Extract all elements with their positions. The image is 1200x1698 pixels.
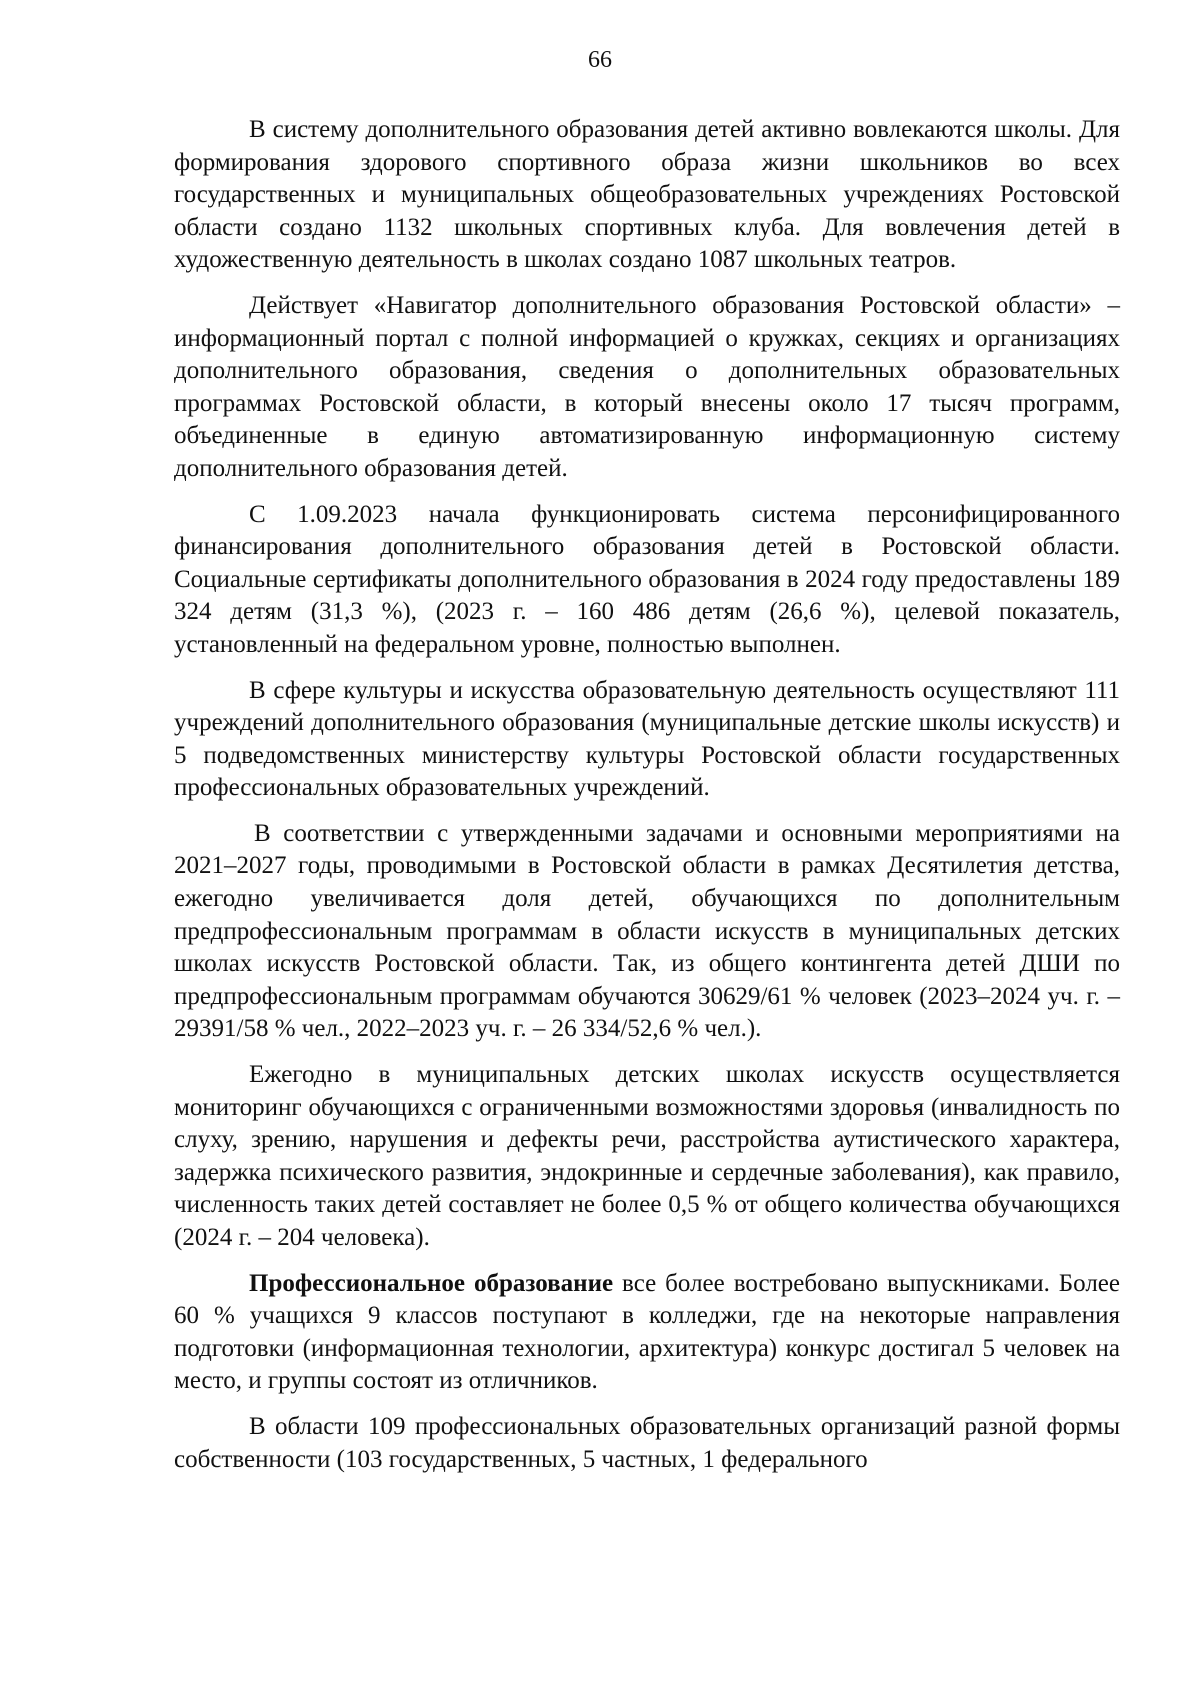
professional-education-heading: Профессиональное образование <box>249 1269 614 1297</box>
professional-education-text: все более востребовано выпускниками. Более 60 % учащихся 9 классов поступают в колледжи, где на некоторые направления подготовки (информационная технологии, архитектура) конкурс достигал 5 человек на место, и группы состоят из отличников. <box>174 1269 1120 1395</box>
paragraph-preprofessional: В соответствии с утвержденными задачами и основными мероприятиями на 2021–2027 годы, проводимыми в Ростовской области в рамках Десятилетия детства, ежегодно увеличивается доля детей, обучающихся по дополнительным предпрофессиональным программам в области искусств в муниципальных детских школах искусств Ростовской области. Так, из общего контингента детей ДШИ по предпрофессиональным программам обучаются 30629/61 % человек (2023–2024 уч. г. – 29391/58 % чел., 2022–2023 уч. г. – 26 334/52,6 % чел.). <box>174 819 1120 1043</box>
paragraph-culture-arts: В сфере культуры и искусства образовательную деятельность осуществляют 111 учреждений дополнительного образования (муниципальные детские школы искусств) и 5 подведомственных министерству культуры Ростовской области государственных профессиональных образовательных учреждений. <box>174 676 1120 802</box>
page-number: 66 <box>588 47 612 73</box>
paragraph-organizations: В области 109 профессиональных образовательных организаций разной формы собственности (103 государственных, 5 частных, 1 федерального <box>174 1412 1120 1473</box>
body-text <box>174 114 1120 1489</box>
paragraph-professional-education <box>174 1268 1120 1398</box>
paragraph-monitoring: Ежегодно в муниципальных детских школах искусств осуществляется мониторинг обучающихся с ограниченными возможностями здоровья (инвалидность по слуху, зрению, нарушения и дефекты речи, расстройства аутистического характера, задержка психического развития, эндокринные и сердечные заболевания), как правило, численность таких детей составляет не более 0,5 % от общего количества обучающихся (2024 г. – 204 человека). <box>174 1061 1120 1251</box>
paragraph-navigator: Действует «Навигатор дополнительного образования Ростовской области» – информационный портал с полной информацией о кружках, секциях и организациях дополнительного образования, сведения о дополнительных образовательных программах Ростовской области, в который внесены около 17 тысяч программ, объединенные в единую автоматизированную информационную систему дополнительного образования детей. <box>174 291 1120 482</box>
paragraph-certificates: С 1.09.2023 начала функционировать система персонифицированного финансирования дополнительного образования детей в Ростовской области. Социальные сертификаты дополнительного образования в 2024 году предоставлены 189 324 детям (31,3 %), (2023 г. – 160 486 детям (26,6 %), целевой показатель, установленный на федеральном уровне, полностью выполнен. <box>174 500 1120 658</box>
paragraph-school-clubs: В систему дополнительного образования детей активно вовлекаются школы. Для формирования здорового спортивного образа жизни школьников во всех государственных и муниципальных общеобразовательных учреждениях Ростовской области создано 1132 школьных спортивных клуба. Для вовлечения детей в художественную деятельность в школах создано 1087 школьных театров. <box>174 116 1120 274</box>
